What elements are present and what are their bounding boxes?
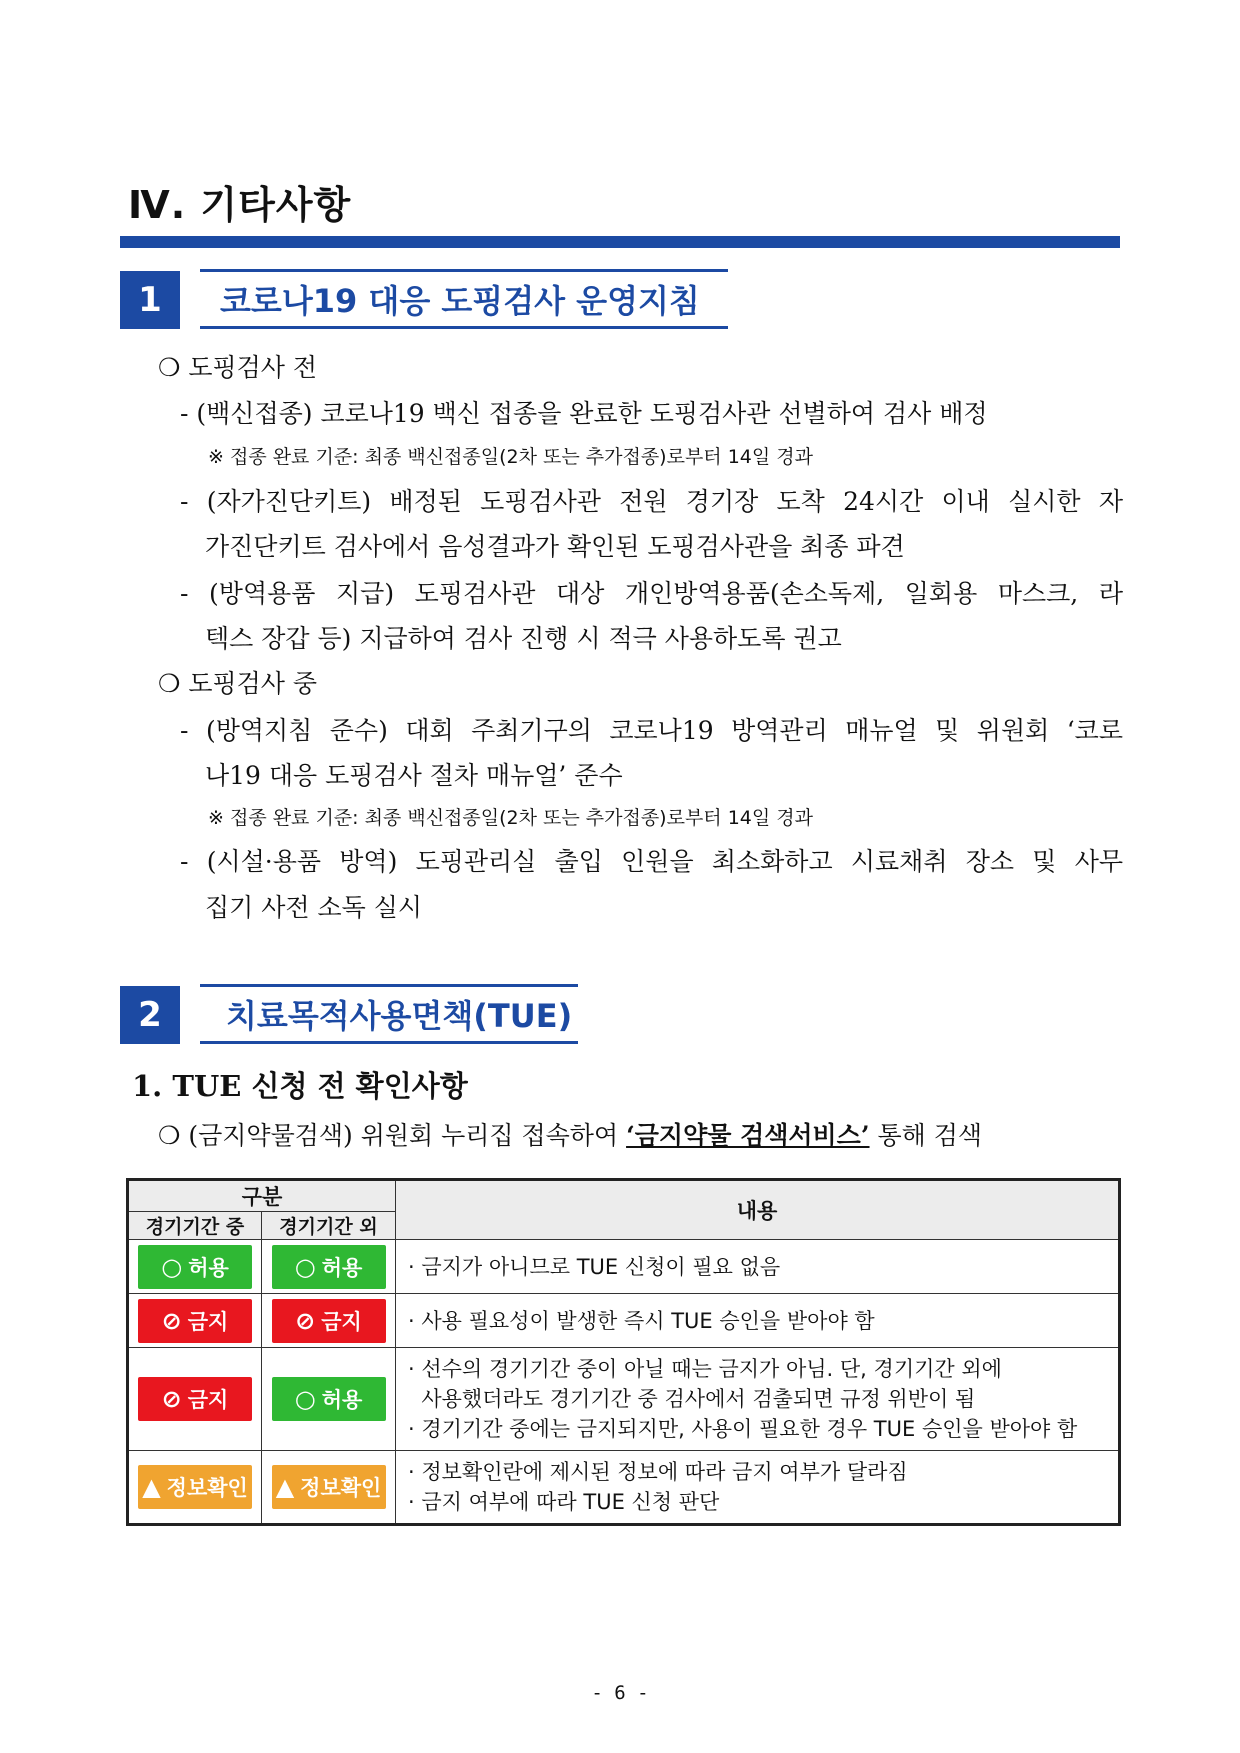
prohibited-badge: ⊘ 금지	[138, 1377, 252, 1421]
search-line-prefix: ❍ (금지약물검색) 위원회 누리집 접속하여	[158, 1121, 627, 1150]
during-item-2-line-1: - (시설·용품 방역) 도핑관리실 출입 인원을 최소화하고 시료채취 장소 및 사무	[180, 847, 1123, 876]
warning-icon: ▲	[142, 1473, 161, 1501]
row-content: · 선수의 경기기간 중이 아닐 때는 금지가 아님. 단, 경기기간 외에 사용했더라도 경기기간 중 검사에서 검출되면 규정 위반이 됨 · 경기기간 중에는 금지되지만, 사용이 필요한 경우 TUE 승인을 받아야 함	[396, 1348, 1120, 1451]
during-label: ❍ 도핑검사 중	[158, 669, 318, 698]
table-row	[128, 1451, 1120, 1525]
permitted-badge: ○ 허용	[272, 1377, 386, 1421]
during-item-1-line-1: - (방역지침 준수) 대회 주최기구의 코로나19 방역관리 매뉴얼 및 위원회 ‘코로	[180, 716, 1123, 745]
tue-table	[126, 1178, 1121, 1526]
during-note: ※ 접종 완료 기준: 최종 백신접종일(2차 또는 추가접종)로부터 14일 경과	[208, 807, 813, 829]
section-2-title: 치료목적사용면책(TUE)	[200, 984, 578, 1044]
row-content: · 금지가 아니므로 TUE 신청이 필요 없음	[396, 1240, 1120, 1294]
prohibited-drug-search-link[interactable]: ‘금지약물 검색서비스’	[626, 1121, 870, 1150]
table-row	[128, 1240, 1120, 1294]
row-content: · 사용 필요성이 발생한 즉시 TUE 승인을 받아야 함	[396, 1294, 1120, 1348]
tue-subheading: 1. TUE 신청 전 확인사항	[132, 1069, 468, 1103]
circle-icon: ○	[294, 1252, 316, 1281]
during-item-1-line-2: 나19 대응 도핑검사 절차 매뉴얼’ 준수	[205, 761, 623, 790]
warning-icon: ▲	[275, 1473, 295, 1501]
permitted-badge: ○ 허용	[138, 1245, 252, 1289]
header-content: 내용	[396, 1180, 1120, 1240]
before-item-3-line-1: - (방역용품 지급) 도핑검사관 대상 개인방역용품(손소독제, 일회용 마스크, 라	[180, 579, 1123, 608]
before-item-1: - (백신접종) 코로나19 백신 접종을 완료한 도핑검사관 선별하여 검사 배정	[180, 399, 988, 428]
page-number: - 6 -	[591, 1682, 649, 1704]
row-content: · 정보확인란에 제시된 정보에 따라 금지 여부가 달라짐 · 금지 여부에 따라 TUE 신청 판단	[396, 1451, 1120, 1525]
before-item-3-line-2: 텍스 장갑 등) 지급하여 검사 진행 시 적극 사용하도록 권고	[205, 624, 842, 653]
prohibited-icon: ⊘	[295, 1306, 316, 1335]
prohibited-badge: ⊘ 금지	[272, 1299, 386, 1343]
header-in-competition: 경기기간 중	[128, 1212, 262, 1240]
info-check-badge: ▲ 정보확인	[272, 1465, 386, 1509]
permitted-badge: ○ 허용	[272, 1245, 386, 1289]
prohibited-badge: ⊘ 금지	[138, 1299, 252, 1343]
heading-rule	[120, 236, 1120, 248]
section-1-title: 코로나19 대응 도핑검사 운영지침	[200, 269, 728, 329]
prohibited-icon: ⊘	[161, 1306, 182, 1335]
circle-icon: ○	[161, 1252, 183, 1281]
during-item-2-line-2: 집기 사전 소독 실시	[205, 893, 423, 922]
prohibited-icon: ⊘	[161, 1385, 182, 1413]
page-heading: Ⅳ. 기타사항	[128, 183, 352, 227]
section-2-number: 2	[120, 986, 180, 1044]
before-label: ❍ 도핑검사 전	[158, 353, 318, 382]
table-row	[128, 1294, 1120, 1348]
circle-icon: ○	[294, 1385, 316, 1413]
search-line	[158, 1116, 982, 1152]
header-out-competition: 경기기간 외	[262, 1212, 396, 1240]
before-item-2-line-2: 가진단키트 검사에서 음성결과가 확인된 도핑검사관을 최종 파견	[205, 532, 905, 561]
before-note: ※ 접종 완료 기준: 최종 백신접종일(2차 또는 추가접종)로부터 14일 경과	[208, 446, 813, 468]
info-check-badge: ▲ 정보확인	[138, 1465, 252, 1509]
table-row	[128, 1348, 1120, 1451]
search-line-suffix: 통해 검색	[869, 1121, 983, 1150]
section-1-number: 1	[120, 271, 180, 329]
header-group: 구분	[128, 1180, 396, 1212]
before-item-2-line-1: - (자가진단키트) 배정된 도핑검사관 전원 경기장 도착 24시간 이내 실시한 자	[180, 487, 1123, 516]
